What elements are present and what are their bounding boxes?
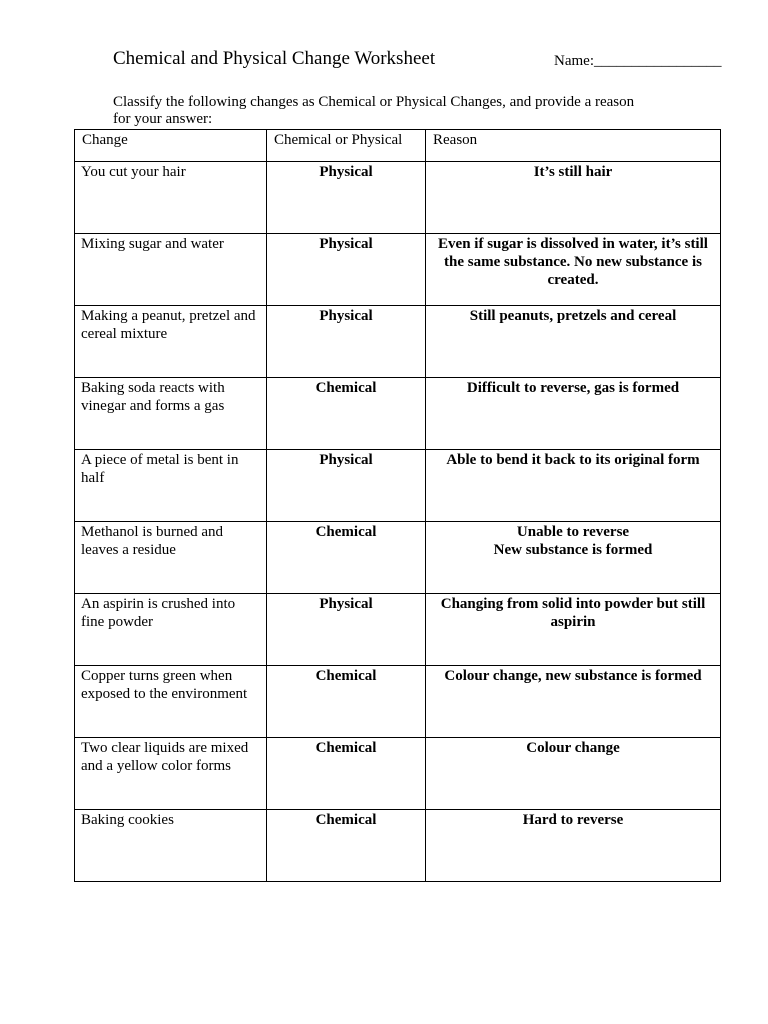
reason-text: Difficult to reverse, gas is formed: [466, 380, 680, 396]
table-row: [75, 450, 721, 522]
table-row: [75, 738, 721, 810]
change-cell: A piece of metal is bent in half: [75, 450, 267, 522]
reason-text: Colour change, new substance is formed: [444, 668, 702, 684]
classification-cell: Chemical: [267, 738, 426, 810]
reason-cell: [426, 234, 721, 306]
table-row: [75, 594, 721, 666]
table-row: [75, 234, 721, 306]
change-cell: Copper turns green when exposed to the environment: [75, 666, 267, 738]
reason-text: Still peanuts, pretzels and cereal: [469, 308, 677, 324]
reason-cell: [426, 666, 721, 738]
classification-cell: Physical: [267, 450, 426, 522]
reason-cell: [426, 450, 721, 522]
reason-text: Changing from solid into powder but still aspirin: [440, 596, 706, 630]
change-cell: An aspirin is crushed into fine powder: [75, 594, 267, 666]
reason-cell: [426, 162, 721, 234]
column-header-type: Chemical or Physical: [267, 130, 426, 162]
reason-text: Hard to reverse: [522, 812, 624, 828]
reason-text: Even if sugar is dissolved in water, it’s still the same substance. No new substance is created.: [438, 236, 708, 288]
reason-text: Unable to reverse: [516, 524, 630, 540]
change-cell: Baking soda reacts with vinegar and forms a gas: [75, 378, 267, 450]
instructions: Classify the following changes as Chemical or Physical Changes, and provide a reason for your answer:: [113, 94, 635, 127]
table-row: [75, 810, 721, 882]
table-body: [75, 162, 721, 882]
reason-cell: [426, 738, 721, 810]
change-cell: Two clear liquids are mixed and a yellow color forms: [75, 738, 267, 810]
column-header-reason: Reason: [426, 130, 721, 162]
page-title: Chemical and Physical Change Worksheet: [113, 48, 436, 69]
reason-cell: [426, 594, 721, 666]
classification-cell: Physical: [267, 306, 426, 378]
reason-text: New substance is formed: [493, 542, 653, 558]
classification-cell: Physical: [267, 234, 426, 306]
reason-text: Colour change: [526, 740, 620, 756]
change-cell: Baking cookies: [75, 810, 267, 882]
column-header-change: Change: [75, 130, 267, 162]
table-row: [75, 162, 721, 234]
change-cell: Mixing sugar and water: [75, 234, 267, 306]
classification-cell: Chemical: [267, 522, 426, 594]
change-cell: Making a peanut, pretzel and cereal mixture: [75, 306, 267, 378]
classification-cell: Physical: [267, 162, 426, 234]
classification-cell: Chemical: [267, 378, 426, 450]
worksheet-table: [74, 129, 721, 882]
change-cell: You cut your hair: [75, 162, 267, 234]
table-row: [75, 306, 721, 378]
table-row: [75, 666, 721, 738]
reason-cell: [426, 378, 721, 450]
reason-text: It’s still hair: [533, 164, 613, 180]
reason-cell: [426, 522, 721, 594]
table-row: [75, 378, 721, 450]
table-row: [75, 522, 721, 594]
classification-cell: Chemical: [267, 810, 426, 882]
classification-cell: Chemical: [267, 666, 426, 738]
classification-cell: Physical: [267, 594, 426, 666]
reason-cell: [426, 306, 721, 378]
table-header-row: [75, 130, 721, 162]
reason-cell: [426, 810, 721, 882]
change-cell: Methanol is burned and leaves a residue: [75, 522, 267, 594]
name-field[interactable]: Name:_________________: [554, 53, 722, 69]
reason-text: Able to bend it back to its original form: [446, 452, 700, 468]
